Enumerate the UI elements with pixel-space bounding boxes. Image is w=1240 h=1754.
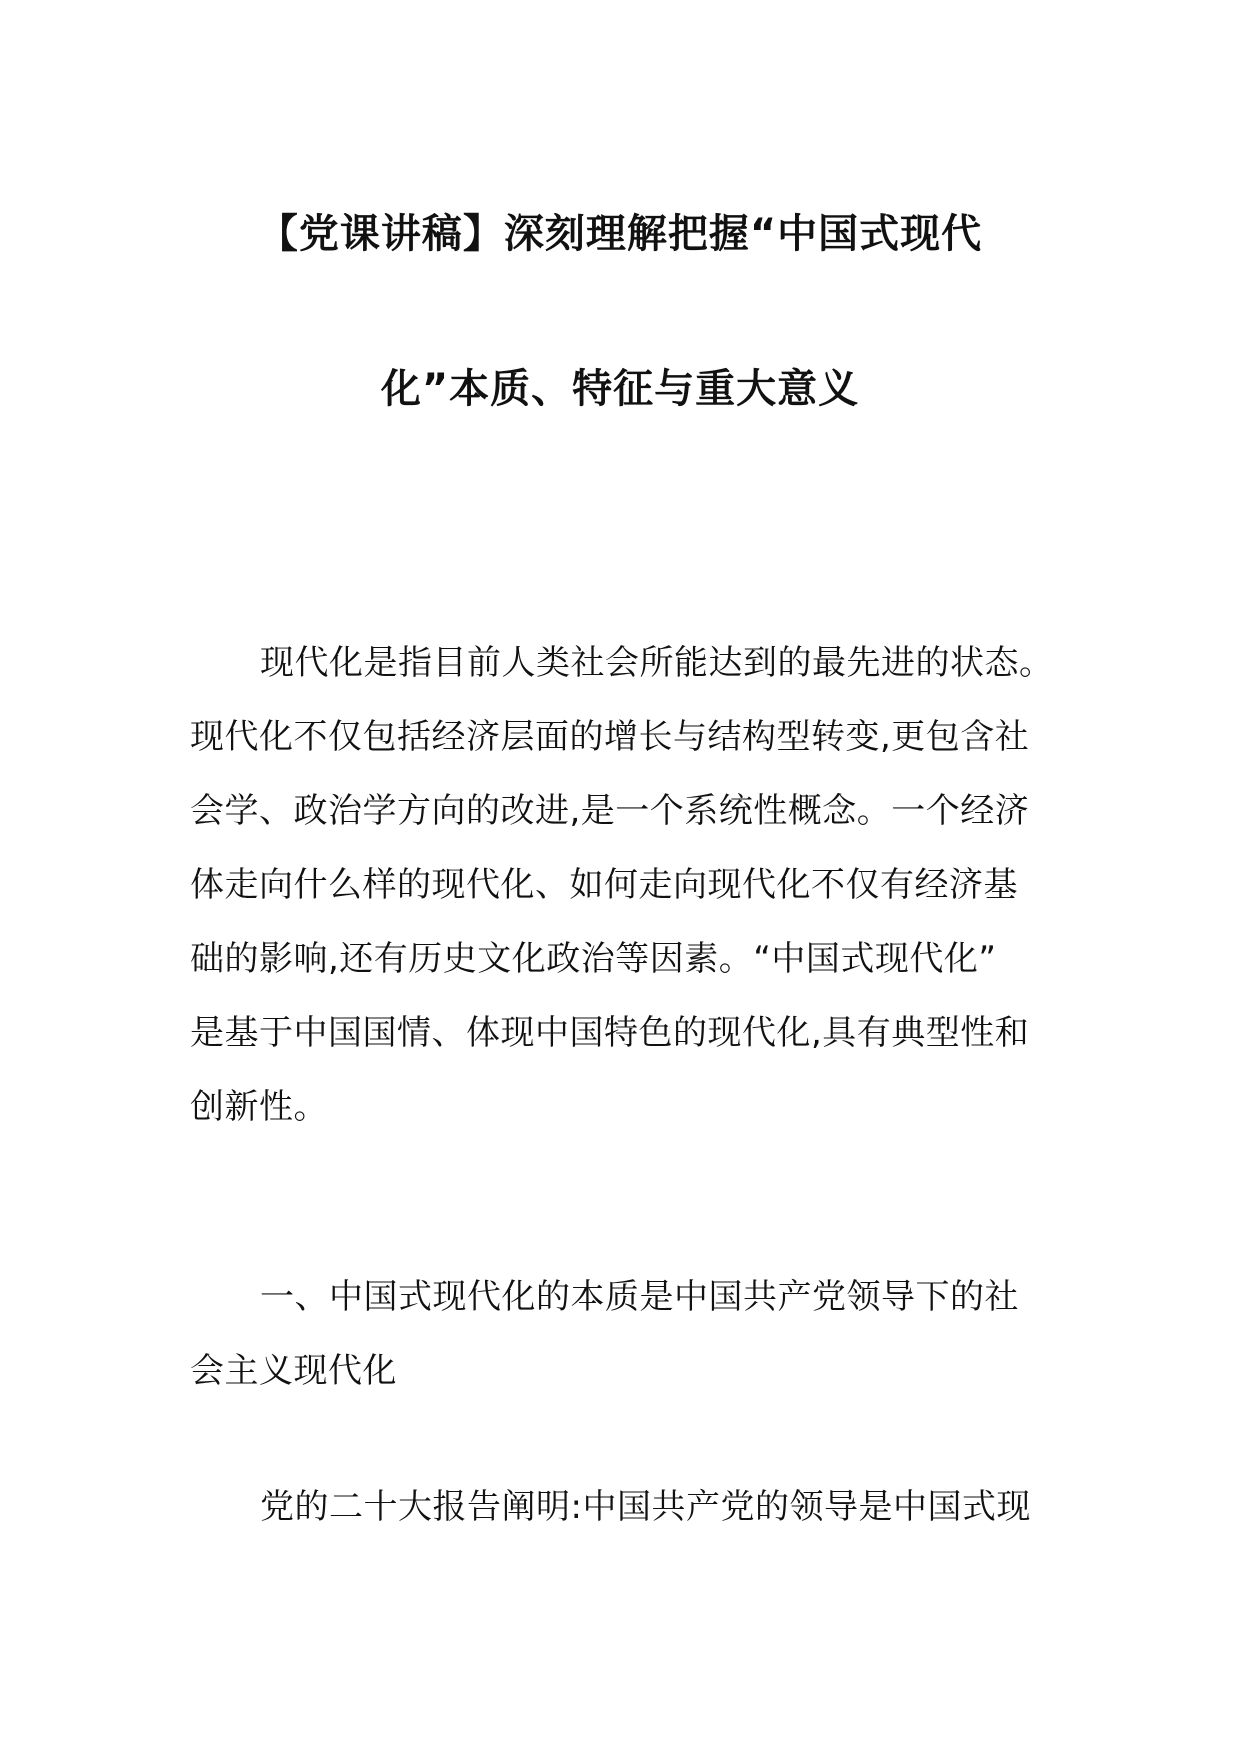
intro-paragraph	[190, 626, 1060, 1144]
section-1-body-line: 党的二十大报告阐明:中国共产党的领导是中国式现	[260, 1487, 1031, 1527]
intro-line: 是基于中国国情、体现中国特色的现代化,具有典型性和	[190, 1013, 1030, 1053]
section-1-heading-line: 会主义现代化	[190, 1351, 397, 1391]
section-1-body-paragraph	[190, 1470, 1060, 1544]
intro-line: 础的影响,还有历史文化政治等因素。“中国式现代化”	[190, 939, 997, 979]
section-1-heading	[190, 1260, 1060, 1408]
section-1-heading-line: 一、中国式现代化的本质是中国共产党领导下的社	[260, 1277, 1019, 1317]
document-title-line-1: 【党课讲稿】深刻理解把握“中国式现代	[257, 211, 983, 257]
intro-line: 会学、政治学方向的改进,是一个系统性概念。一个经济	[190, 791, 1030, 831]
intro-line: 现代化不仅包括经济层面的增长与结构型转变,更包含社	[190, 717, 1030, 757]
document-title-line-2: 化”本质、特征与重大意义	[380, 366, 860, 412]
intro-line: 体走向什么样的现代化、如何走向现代化不仅有经济基	[190, 865, 1018, 905]
intro-line: 现代化是指目前人类社会所能达到的最先进的状态。	[260, 643, 1054, 683]
intro-line: 创新性。	[190, 1087, 328, 1127]
